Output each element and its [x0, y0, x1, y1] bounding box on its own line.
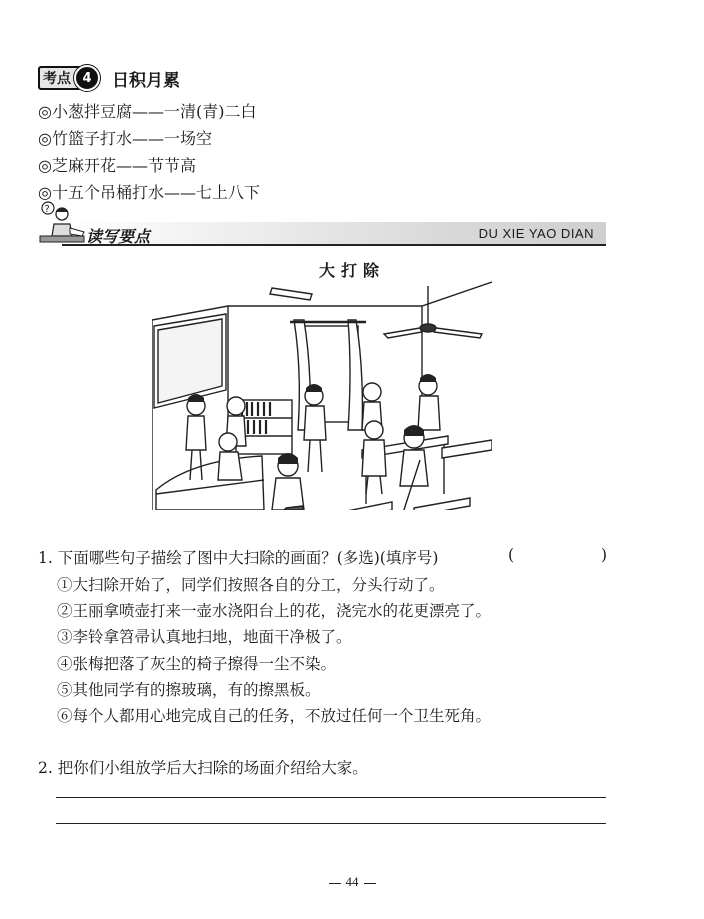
answer-line: [56, 797, 606, 798]
section-title: 日积月累: [112, 70, 180, 91]
page-number-value: 44: [345, 874, 359, 889]
idiom-item: ◎十五个吊桶打水——七上八下: [38, 183, 260, 202]
svg-text:?: ?: [44, 204, 50, 215]
section-header: [38, 66, 180, 90]
question-1-options: [57, 572, 491, 729]
badge-number: 4: [74, 65, 100, 91]
classroom-cleaning-illustration: [152, 280, 492, 510]
question-1: [38, 546, 610, 568]
idiom-list: [38, 98, 260, 206]
option-item: ③李铃拿笤帚认真地扫地，地面干净极了。: [57, 628, 352, 647]
banner-title: 读写要点: [86, 227, 151, 246]
option-item: ②王丽拿喷壶打来一壶水浇阳台上的花，浇完水的花更漂亮了。: [57, 602, 492, 621]
reading-writing-banner: [34, 200, 606, 248]
answer-paren-right: ): [601, 546, 608, 564]
kaodian-badge: [38, 66, 90, 90]
question-2-text: 2. 把你们小组放学后大扫除的场面介绍给大家。: [38, 759, 368, 777]
banner-pinyin: DU XIE YAO DIAN: [478, 226, 594, 241]
badge-label: 考点: [43, 71, 71, 87]
answer-paren-left: (: [508, 546, 515, 564]
page-number: [0, 874, 704, 890]
option-item: ⑤其他同学有的擦玻璃，有的擦黑板。: [57, 680, 321, 699]
answer-line: [56, 823, 606, 824]
student-reading-icon: [34, 200, 90, 248]
question-2: [38, 756, 368, 778]
option-item: ①大扫除开始了，同学们按照各自的分工，分头行动了。: [57, 576, 445, 594]
divider: [329, 883, 341, 884]
idiom-item: ◎小葱拌豆腐——一清(青)二白: [38, 102, 257, 121]
idiom-item: ◎竹篮子打水——一场空: [38, 129, 212, 148]
divider: [364, 883, 376, 884]
idiom-item: ◎芝麻开花——节节高: [38, 156, 196, 175]
question-1-text: 1. 下面哪些句子描绘了图中大扫除的画面？(多选)(填序号): [38, 549, 439, 567]
option-item: ⑥每个人都用心地完成自己的任务，不放过任何一个卫生死角。: [57, 706, 492, 725]
option-item: ④张梅把落了灰尘的椅子擦得一尘不染。: [57, 654, 337, 673]
story-title: 大打除: [318, 261, 385, 280]
